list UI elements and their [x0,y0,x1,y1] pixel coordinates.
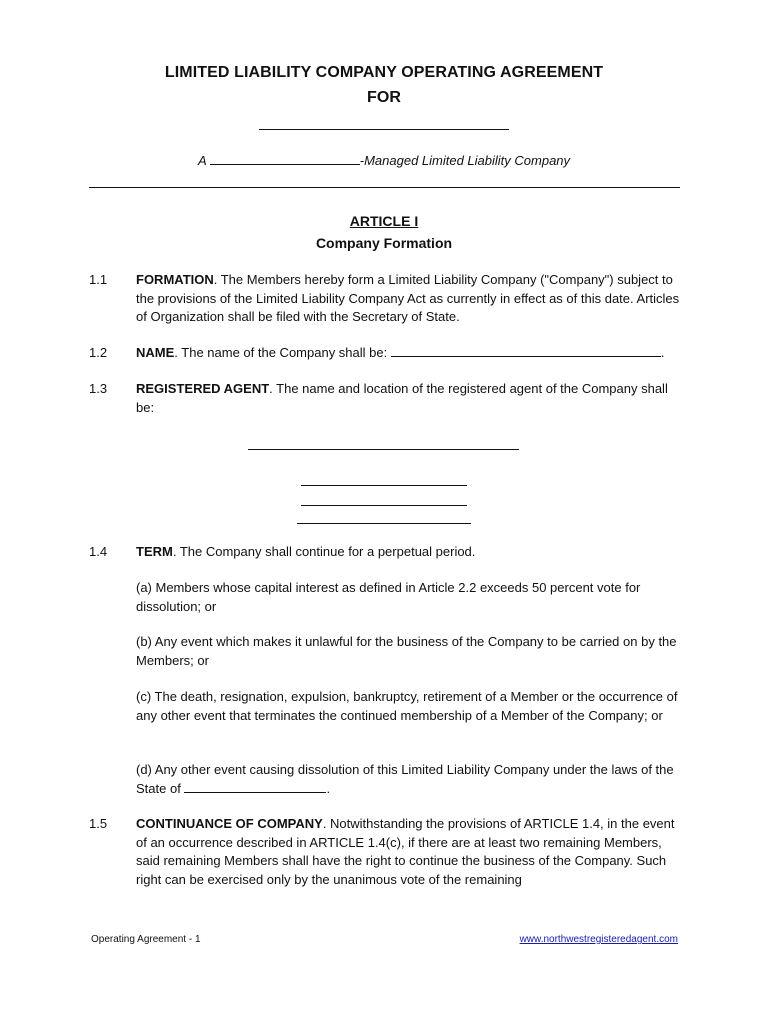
section-number-1-4: 1.4 [89,544,108,559]
section-1-4-c: (c) The death, resignation, expulsion, bankruptcy, retirement of a Member or the occurrence of any other event that terminates the continued membership of a Member of the Company; or [136,689,678,723]
article-subtitle: Company Formation [315,235,453,251]
section-heading: CONTINUANCE OF COMPANY [136,816,323,831]
managed-type-blank [210,153,360,165]
section-1-2 [136,344,684,363]
section-end: . [660,345,665,360]
state-blank [184,780,326,793]
agent-name-blank [248,449,519,450]
footer-website-link[interactable]: www.northwestregisteredagent.com [519,934,678,945]
agent-address-blank-1 [301,485,467,486]
horizontal-divider [89,187,680,188]
section-number-1-5: 1.5 [89,816,108,831]
section-1-4-b: (b) Any event which makes it unlawful for the business of the Company to be carried on by the Members; or [136,634,677,668]
section-number-1-1: 1.1 [89,272,108,287]
company-name-blank [259,128,509,130]
section-heading: TERM [136,544,173,559]
section-text: . The Company shall continue for a perpetual period. [172,544,476,559]
section-heading: NAME [136,345,175,360]
section-text: . The name and location of the registered agent of the Company shall be: [136,381,668,415]
managed-suffix: -Managed Limited Liability Company [359,153,571,168]
agent-address-blank-3 [297,523,471,524]
section-1-3 [136,380,684,417]
company-name-field-blank [391,344,661,357]
section-text: . The name of the Company shall be: [174,345,388,360]
managed-type-line [0,153,768,168]
section-end: . [326,780,331,796]
section-text: . The Members hereby form a Limited Liability Company ("Company") subject to the provisions of the Limited Liability Company Act as currently in effect as of this date. Articles of Organization shall be filed with the Secretary of State. [136,272,680,324]
agent-address-blank-2 [301,505,467,506]
section-text: . Notwithstanding the provisions of ARTICLE 1.4, in the event of an occurrence described in ARTICLE 1.4(c), if there are at least two remaining Members, said remaining Members shall have the right to continue the business of the Company. Such right can be exercised only by the unanimous vote of the remaining [136,816,675,887]
section-1-5 [136,815,684,889]
section-1-4-a: (a) Members whose capital interest as defined in Article 2.2 exceeds 50 percent vote for dissolution; or [136,580,641,614]
section-heading: REGISTERED AGENT [136,381,270,396]
section-1-4 [136,543,684,562]
section-heading: FORMATION [136,272,214,287]
section-1-1 [136,271,684,327]
document-title: LIMITED LIABILITY COMPANY OPERATING AGREEMENT [164,64,604,81]
section-number-1-2: 1.2 [89,345,108,360]
article-number: ARTICLE I [349,213,419,229]
section-number-1-3: 1.3 [89,381,108,396]
document-title-for: FOR [366,89,402,106]
section-1-4-d [136,761,684,798]
managed-prefix: A [197,153,207,168]
section-text: (d) Any other event causing dissolution of this Limited Liability Company under the laws of the State of [136,762,674,796]
footer-page-label: Operating Agreement - 1 [91,934,201,945]
